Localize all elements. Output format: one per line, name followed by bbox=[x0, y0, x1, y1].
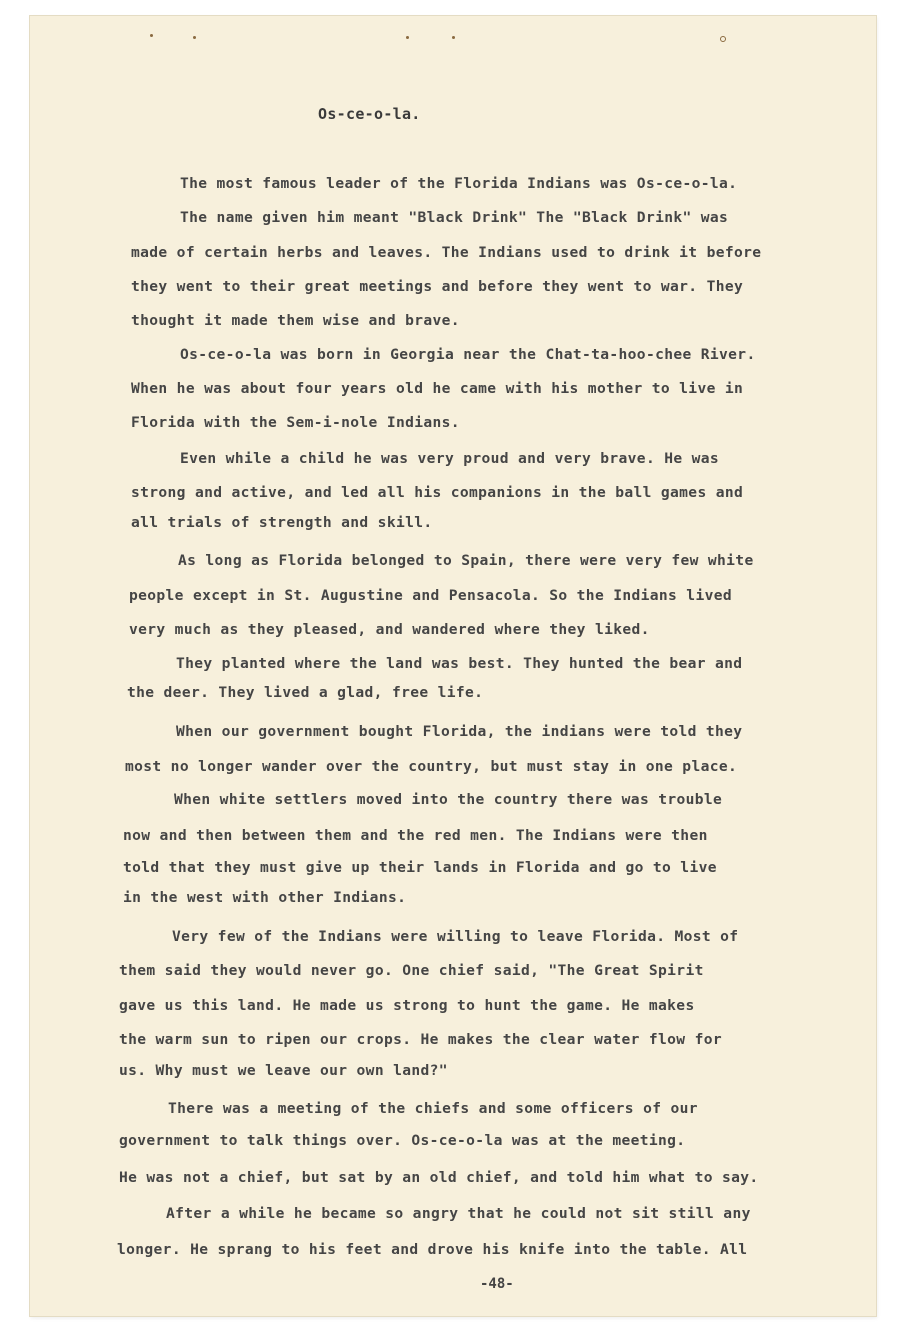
text-line: He was not a chief, but sat by an old chief, and told him what to say. bbox=[119, 1169, 759, 1186]
text-line: When our government bought Florida, the indians were told they bbox=[176, 723, 743, 740]
speck bbox=[150, 34, 153, 37]
speck bbox=[720, 36, 726, 42]
text-line: government to talk things over. Os-ce-o-la was at the meeting. bbox=[119, 1132, 686, 1149]
text-line: After a while he became so angry that he could not sit still any bbox=[166, 1205, 751, 1222]
text-line: thought it made them wise and brave. bbox=[131, 312, 460, 329]
text-line: The most famous leader of the Florida Indians was Os-ce-o-la. bbox=[180, 175, 738, 192]
text-line: The name given him meant "Black Drink" The "Black Drink" was bbox=[180, 209, 729, 226]
text-line: strong and active, and led all his companions in the ball games and bbox=[131, 484, 744, 501]
text-line: very much as they pleased, and wandered where they liked. bbox=[129, 621, 650, 638]
text-line: us. Why must we leave our own land?" bbox=[119, 1062, 448, 1079]
text-line: Os-ce-o-la was born in Georgia near the Chat-ta-hoo-chee River. bbox=[180, 346, 756, 363]
text-line: now and then between them and the red men. The Indians were then bbox=[123, 827, 708, 844]
text-line: Florida with the Sem-i-nole Indians. bbox=[131, 414, 460, 431]
text-line: made of certain herbs and leaves. The Indians used to drink it before bbox=[131, 244, 762, 261]
text-line: longer. He sprang to his feet and drove his knife into the table. All bbox=[117, 1241, 748, 1258]
text-line: in the west with other Indians. bbox=[123, 889, 407, 906]
page-number: -48- bbox=[480, 1276, 514, 1292]
text-line: Very few of the Indians were willing to leave Florida. Most of bbox=[172, 928, 739, 945]
speck bbox=[193, 36, 196, 39]
text-line: the warm sun to ripen our crops. He makes the clear water flow for bbox=[119, 1031, 722, 1048]
text-line: all trials of strength and skill. bbox=[131, 514, 433, 531]
text-line: them said they would never go. One chief said, "The Great Spirit bbox=[119, 962, 704, 979]
text-line: They planted where the land was best. They hunted the bear and bbox=[176, 655, 743, 672]
text-line: As long as Florida belonged to Spain, there were very few white bbox=[178, 552, 754, 569]
text-line: they went to their great meetings and before they went to war. They bbox=[131, 278, 744, 295]
page-title: Os-ce-o-la. bbox=[318, 105, 421, 123]
text-line: When he was about four years old he came with his mother to live in bbox=[131, 380, 744, 397]
text-line: gave us this land. He made us strong to hunt the game. He makes bbox=[119, 997, 695, 1014]
speck bbox=[406, 36, 409, 39]
text-line: When white settlers moved into the country there was trouble bbox=[174, 791, 723, 808]
speck bbox=[452, 36, 455, 39]
text-line: Even while a child he was very proud and very brave. He was bbox=[180, 450, 720, 467]
text-line: told that they must give up their lands in Florida and go to live bbox=[123, 859, 717, 876]
text-line: most no longer wander over the country, but must stay in one place. bbox=[125, 758, 738, 775]
text-line: There was a meeting of the chiefs and some officers of our bbox=[168, 1100, 698, 1117]
text-line: the deer. They lived a glad, free life. bbox=[127, 684, 484, 701]
text-line: people except in St. Augustine and Pensacola. So the Indians lived bbox=[129, 587, 732, 604]
